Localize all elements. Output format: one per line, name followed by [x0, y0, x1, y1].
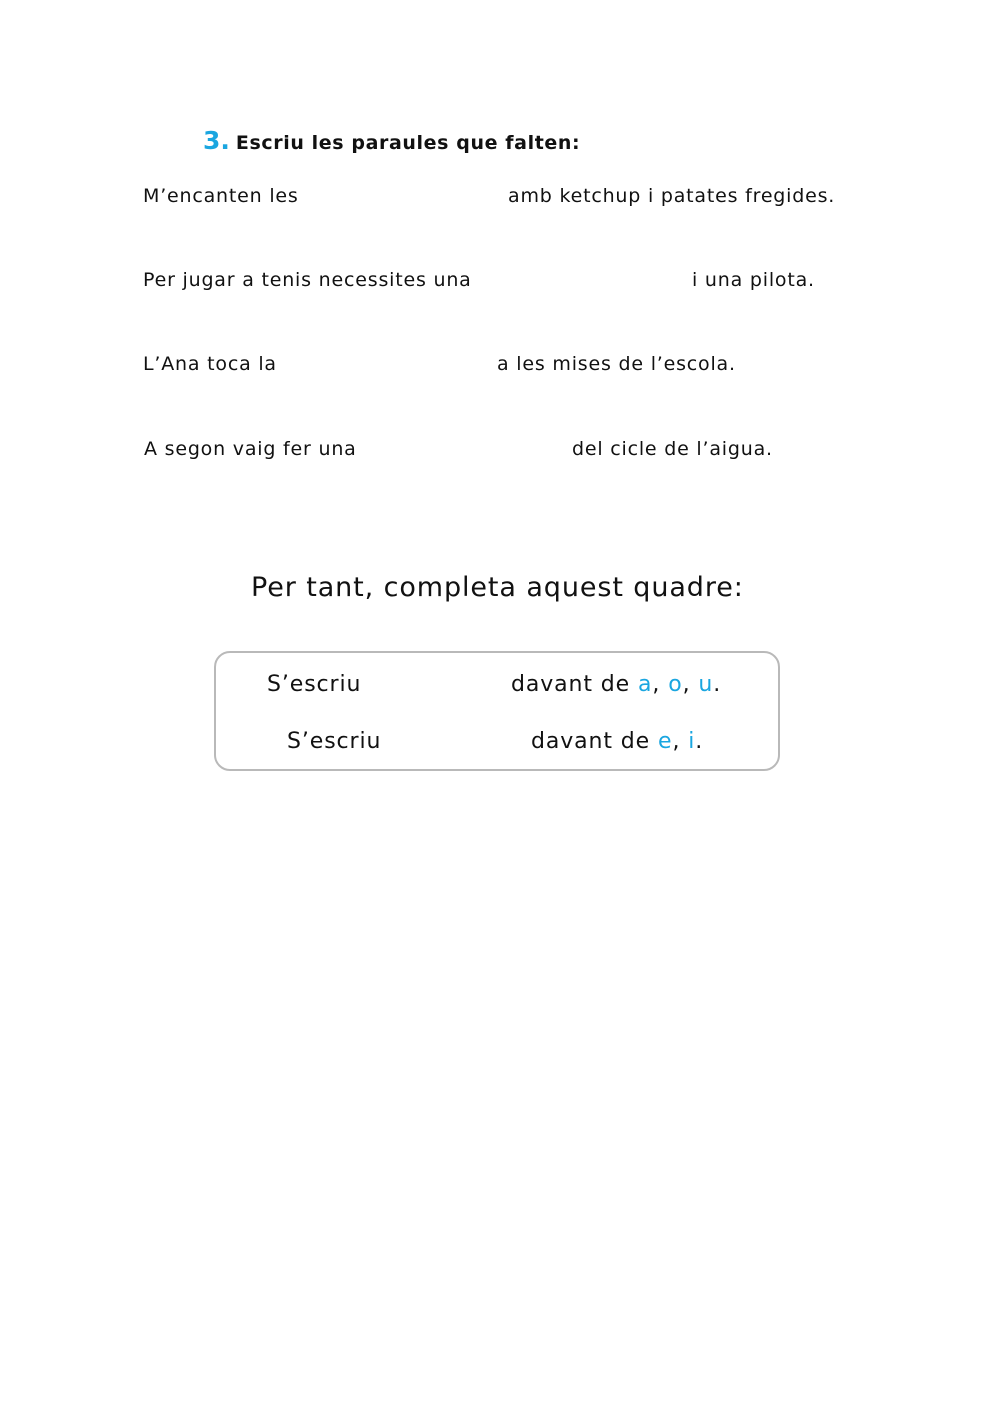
sentence-4-gap-input[interactable]	[378, 435, 568, 467]
sentence-1-after: amb ketchup i patates fregides.	[508, 185, 836, 207]
rule-1-end: .	[713, 672, 722, 697]
rule-1-prefix: davant de	[511, 672, 631, 697]
sentence-2-before: Per jugar a tenis necessites una	[143, 269, 472, 291]
rule-2-prefix: davant de	[531, 729, 651, 754]
sentence-4-after: del cicle de l’aigua.	[572, 438, 773, 460]
sentence-1-before: M’encanten les	[143, 185, 299, 207]
rule-1-vowel-a: a	[638, 672, 653, 697]
sentence-2-gap-input[interactable]	[498, 266, 688, 298]
rule-2-end: .	[695, 729, 704, 754]
rule-1-rule: davant de a, o, u.	[511, 672, 722, 697]
sentence-3-gap-input[interactable]	[294, 350, 492, 382]
sentence-3-before: L’Ana toca la	[143, 353, 277, 375]
rule-1-label: S’escriu	[267, 672, 362, 697]
rule-2-vowel-i: i	[688, 729, 696, 754]
rule-1-gap-input[interactable]	[372, 672, 504, 704]
rule-2-gap-input[interactable]	[392, 729, 524, 761]
rule-1-vowel-o: o	[668, 672, 683, 697]
exercise-heading	[203, 126, 580, 155]
rule-2-vowel-e: e	[658, 729, 673, 754]
summary-title: Per tant, completa aquest quadre:	[251, 572, 744, 603]
rule-2-label: S’escriu	[287, 729, 382, 754]
sentence-1-gap-input[interactable]	[312, 182, 502, 214]
sentence-4-before: A segon vaig fer una	[144, 438, 357, 460]
rule-2-rule: davant de e, i.	[531, 729, 704, 754]
sentence-3-after: a les mises de l’escola.	[497, 353, 736, 375]
sentence-2-after: i una pilota.	[692, 269, 815, 291]
exercise-number: 3.	[203, 126, 230, 155]
exercise-instruction: Escriu les paraules que falten:	[235, 132, 581, 154]
rule-1-vowel-u: u	[698, 672, 714, 697]
